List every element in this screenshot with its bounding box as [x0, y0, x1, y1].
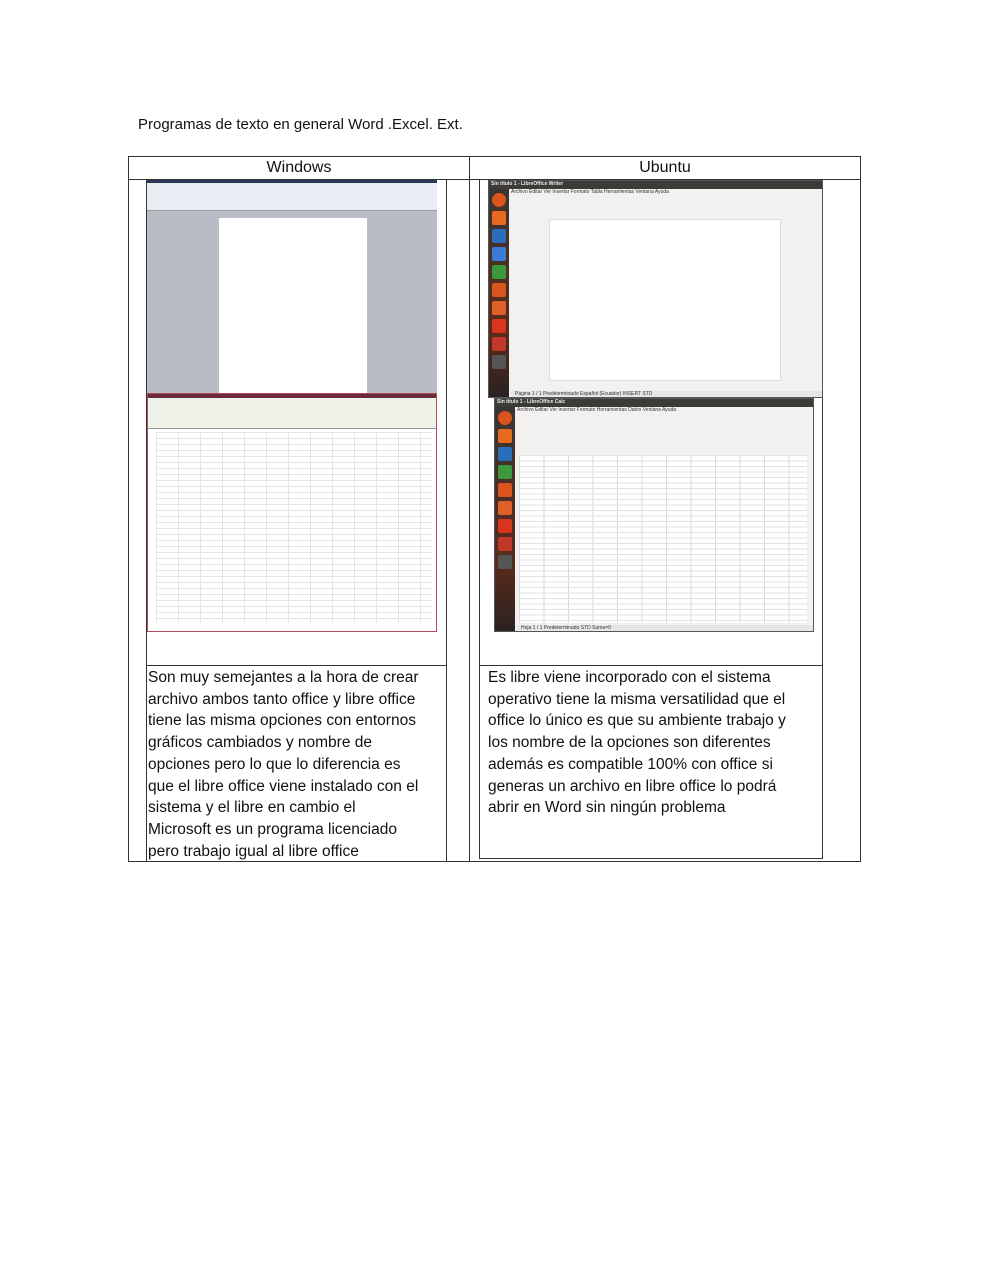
calc-status-bar: Hoja 1 / 1 Predeterminado STD Suma=0 [517, 625, 813, 631]
calc-icon [498, 465, 512, 479]
header-ubuntu: Ubuntu [639, 159, 691, 176]
ubuntu-one-icon [492, 319, 506, 333]
word-blank-page [219, 218, 367, 393]
impress-icon [492, 283, 506, 297]
table-border-left [128, 156, 129, 862]
windows-description: Son muy semejantes a la hora de crear archivo ambos tanto office y libre office tiene las misma opciones con entornos gráficos cambiados y nombre de opciones pero lo que lo diferencia es que el libre office viene instalado con el sistema y el libre en cambio el Microsoft es un programa licenciado pero trabajo igual al libre office [148, 669, 419, 860]
unity-launcher [495, 407, 515, 631]
files-icon [498, 429, 512, 443]
ubuntu-dash-icon [492, 193, 506, 207]
word-ribbon [147, 180, 437, 211]
ubuntu-dash-icon [498, 411, 512, 425]
firefox-icon [498, 447, 512, 461]
word-screenshot [147, 180, 437, 393]
calc-grid [519, 455, 807, 623]
calc-menu-bar: Archivo Editar Ver Insertar Formato Herramientas Datos Ventana Ayuda [517, 407, 677, 413]
impress-icon [498, 483, 512, 497]
writer-status-bar: Página 1 / 1 Predeterminado Español (Ecuador) INSERT STD [511, 391, 822, 397]
inner-right-border [479, 179, 480, 859]
table-border-right [860, 156, 861, 862]
writer-blank-page [549, 219, 781, 381]
excel-grid [156, 432, 432, 623]
header-windows: Windows [266, 159, 332, 176]
libreoffice-writer-screenshot [488, 180, 823, 398]
inner-left-divider [146, 665, 447, 666]
writer-icon [492, 247, 506, 261]
inner-right-bottom [479, 858, 823, 859]
settings-icon [492, 337, 506, 351]
writer-menu-bar: Archivo Editar Ver Insertar Formato Tabla Herramientas Ventana Ayuda [511, 189, 669, 195]
inner-left-border [446, 179, 447, 862]
calc-title-bar: Sin título 1 - LibreOffice Calc [495, 399, 813, 407]
document-title: Programas de texto en general Word .Excel. Ext. [138, 116, 463, 133]
writer-title-bar: Sin título 1 - LibreOffice Writer [489, 181, 822, 189]
ubuntu-description: Es libre viene incorporado con el sistema operativo tiene la misma versatilidad que el office lo único es que su ambiente trabajo y los nombre de la opciones son diferentes además es compatible 100% con office si generas un archivo en libre office lo podrá abrir en Word sin ningún problema [488, 669, 786, 817]
table-column-divider [469, 156, 470, 862]
ubuntu-one-icon [498, 519, 512, 533]
workspaces-icon [492, 355, 506, 369]
firefox-icon [492, 229, 506, 243]
libreoffice-calc-screenshot [494, 398, 814, 632]
excel-ribbon [148, 394, 436, 429]
workspaces-icon [498, 555, 512, 569]
unity-launcher [489, 189, 509, 397]
inner-right-divider [479, 665, 823, 666]
calc-icon [492, 265, 506, 279]
excel-screenshot [147, 393, 437, 632]
settings-icon [498, 537, 512, 551]
software-center-icon [498, 501, 512, 515]
software-center-icon [492, 301, 506, 315]
files-icon [492, 211, 506, 225]
